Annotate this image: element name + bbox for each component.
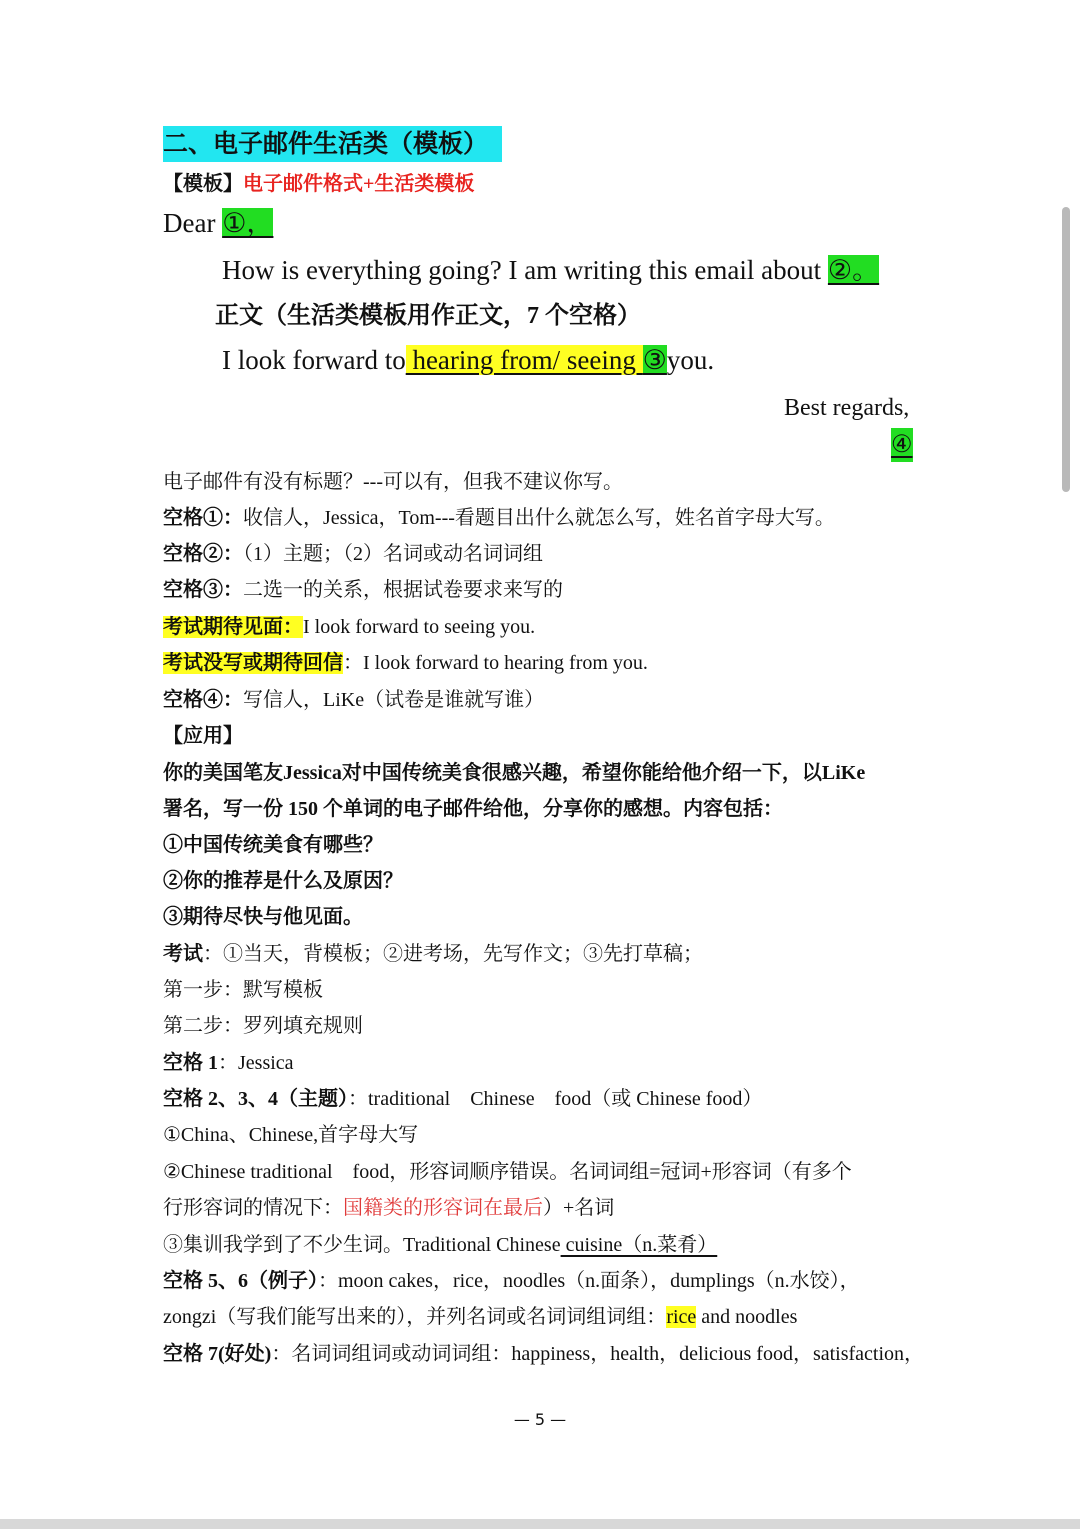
bottom-bar — [0, 1519, 1080, 1529]
text: 收信人，Jessica，Tom---看题目出什么就怎么写，姓名首字母大写。 — [243, 507, 835, 529]
label: 空格 5、6（例子） — [163, 1270, 318, 1292]
label: 考试 — [163, 943, 203, 965]
look-forward-line — [222, 340, 714, 380]
text: ：Jessica — [218, 1052, 294, 1074]
page-number: — 5 — — [513, 1410, 567, 1429]
text-a: ③集训我学到了不少生词。Traditional Chinese — [163, 1234, 561, 1256]
label: 空格 7(好处) — [163, 1343, 272, 1365]
text: ：①当天，背模板；②进考场，先写作文；③先打草稿； — [203, 943, 703, 965]
best-regards: Best regards, — [784, 395, 910, 421]
task-line-1: 你的美国笔友Jessica对中国传统美食很感兴趣，希望你能给他介绍一下，以LiKe — [163, 762, 866, 784]
vertical-scrollbar[interactable] — [1062, 207, 1070, 492]
rice-highlight: rice — [666, 1306, 697, 1328]
blank-3: ③ — [642, 345, 667, 375]
note-reply — [163, 647, 648, 679]
note-blank-1 — [163, 502, 835, 534]
template-label — [163, 168, 474, 200]
task-line-3: ①中国传统美食有哪些？ — [163, 834, 383, 856]
label: 考试没写或期待回信 — [163, 652, 343, 674]
task-line-5: ③期待尽快与他见面。 — [163, 906, 363, 928]
label: 空格④： — [163, 689, 243, 711]
dear-text: Dear — [163, 208, 223, 238]
step-2: 第二步：罗列填充规则 — [163, 1015, 363, 1037]
step-1: 第一步：默写模板 — [163, 979, 323, 1001]
note-line-2: ②Chinese traditional food，形容词顺序错误。名词词组=冠词+形容词（有多个 — [163, 1161, 852, 1183]
look-you: you. — [666, 345, 715, 375]
look-highlight: hearing from/ seeing — [405, 345, 643, 375]
template-label-bracket: 【模板】 — [163, 173, 243, 195]
text-a: 行形容词的情况下： — [163, 1197, 343, 1219]
text: I look forward to seeing you. — [303, 616, 536, 638]
label: 空格③： — [163, 579, 243, 601]
text: 二选一的关系，根据试卷要求来写的 — [243, 579, 563, 601]
label: 考试期待见面： — [163, 616, 303, 638]
blank-4: ④ — [891, 428, 913, 462]
text: ：traditional Chinese food（或 Chinese food） — [348, 1088, 763, 1110]
template-label-red: 电子邮件格式+生活类模板 — [243, 173, 475, 195]
note-line-1: ①China、Chinese,首字母大写 — [163, 1124, 419, 1146]
label: 空格①： — [163, 507, 243, 529]
note-line-4 — [163, 1229, 717, 1261]
section-title: 二、电子邮件生活类（模板） — [163, 126, 502, 162]
slot-5-6 — [163, 1265, 860, 1297]
text-a: zongzi（写我们能写出来的），并列名词或名词词组词组： — [163, 1306, 667, 1328]
exam-line — [163, 938, 703, 970]
look-text: I look forward to — [222, 345, 406, 375]
note-blank-4 — [163, 684, 544, 716]
blank-1: ①， — [222, 208, 274, 238]
text: ：名词词组词或动词词组：happiness，health，delicious food，satisfaction， — [271, 1343, 925, 1365]
text-underlined: cuisine（n.菜肴） — [560, 1234, 718, 1256]
task-line-2: 署名，写一份 150 个单词的电子邮件给他，分享你的感想。内容包括： — [163, 798, 783, 820]
label: 空格②： — [163, 543, 243, 565]
note-blank-3 — [163, 574, 563, 606]
apply-heading: 【应用】 — [163, 725, 243, 747]
text: ：I look forward to hearing from you. — [343, 652, 648, 674]
label: 空格 1 — [163, 1052, 218, 1074]
note-blank-2 — [163, 538, 543, 570]
note-title-question: 电子邮件有没有标题？---可以有，但我不建议你写。 — [163, 471, 623, 493]
task-line-4: ②你的推荐是什么及原因？ — [163, 870, 403, 892]
how-line — [222, 250, 879, 290]
slot-2-3-4 — [163, 1083, 762, 1115]
note-meet — [163, 611, 535, 643]
text-red: 国籍类的形容词在最后 — [343, 1197, 543, 1219]
how-text: How is everything going? I am writing this email about — [222, 255, 828, 285]
blank-2: ②。 — [827, 255, 880, 285]
label: 空格 2、3、4（主题） — [163, 1088, 348, 1110]
zongzi-line — [163, 1301, 797, 1333]
body-note: 正文（生活类模板用作正文，7 个空格） — [215, 303, 641, 329]
dear-line — [163, 203, 273, 243]
slot-1 — [163, 1047, 294, 1079]
text: 写信人，LiKe（试卷是谁就写谁） — [243, 689, 545, 711]
text: （1）主题；（2）名词或动名词词组 — [243, 543, 543, 565]
slot-7 — [163, 1338, 924, 1370]
text: ：moon cakes，rice，noodles（n.面条），dumplings（n.水饺）， — [318, 1270, 860, 1292]
text-c: ）+名词 — [543, 1197, 615, 1219]
text-c: and noodles — [696, 1306, 798, 1328]
note-line-3 — [163, 1192, 614, 1224]
